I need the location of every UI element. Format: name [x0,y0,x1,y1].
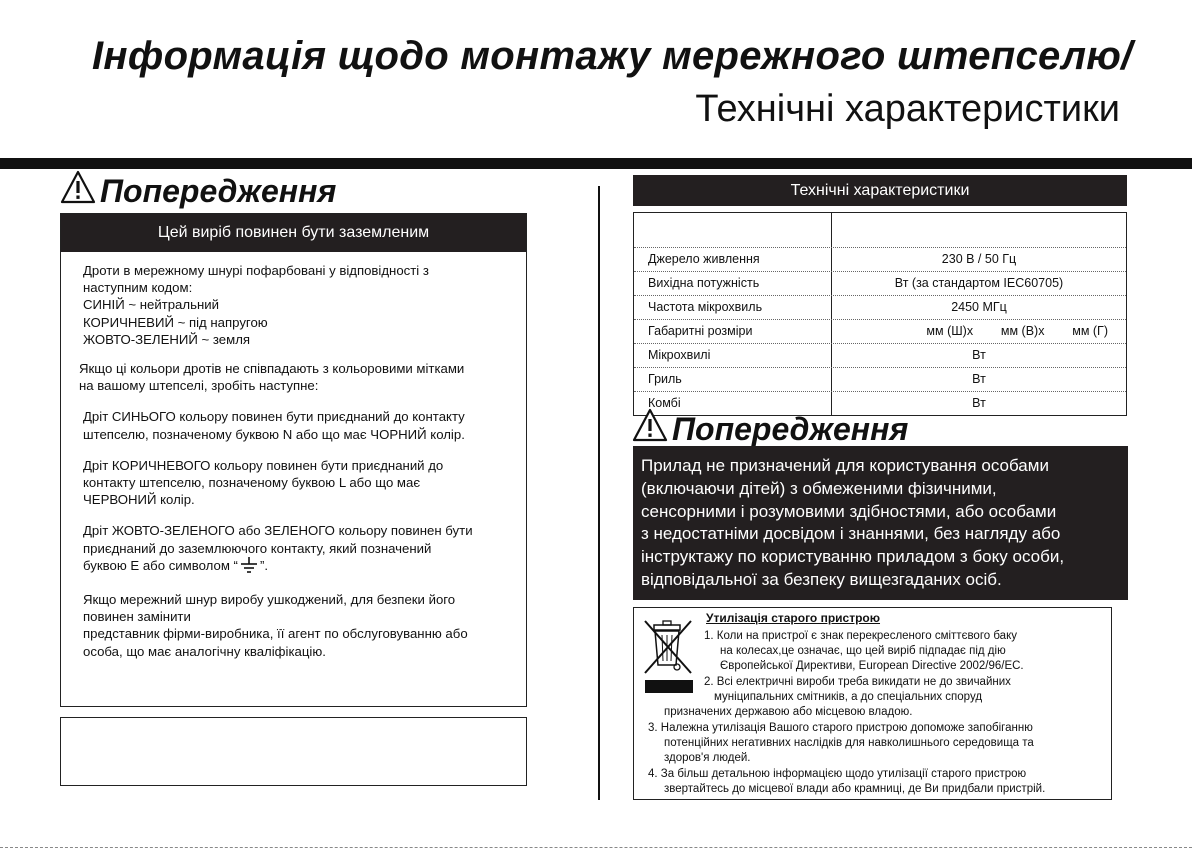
spec-label: Вихідна потужність [634,272,832,295]
text-line: Європейської Директиви, European Directive 2002/96/EC. [720,660,1024,672]
text-line: 3. Належна утилізація Вашого старого пристрою допоможе запобіганню [648,722,1033,734]
spec-label: Джерело живлення [634,248,832,271]
empty-note-box [60,717,527,786]
text-line: штепселю, позначеному буквою N або що має ЧОРНИЙ колір. [83,426,465,442]
text-line: буквою E або символом “ [83,557,238,573]
text-line: особа, що має аналогічну кваліфікацію. [83,643,326,659]
text-line: ”. [259,557,269,573]
text-line: Якщо мережний шнур виробу ушкоджений, для безпеки його [83,592,456,608]
spec-value: мм (Ш)х мм (В)х мм (Г) [926,324,1108,338]
column-divider [598,186,600,800]
table-row [634,319,1126,343]
text-line: СИНІЙ ~ нейтральний [83,297,219,313]
ground-symbol-icon [240,557,258,577]
grounding-box-body [61,252,526,660]
text-line: здоров'я людей. [664,752,751,764]
text-line: повинен замінити [83,609,191,625]
warning-heading-left [60,170,336,212]
table-row [634,295,1126,319]
text-line: КОРИЧНЕВИЙ ~ під напругою [83,314,268,330]
grounding-box-header: Цей виріб повинен бути заземленим [61,214,526,252]
table-row [634,271,1126,295]
text-line: сенсорними і розумовими здібностями, або особами [641,501,1057,521]
green-wire-paragraph [83,522,516,577]
disposal-title: Утилізація старого пристрою [706,611,881,625]
text-line: призначених державою або місцевою владою. [664,706,913,718]
text-line: Дріт СИНЬОГО кольору повинен бути приєднаний до контакту [83,409,465,425]
page-title: Інформація щодо монтажу мережного штепселю/ [92,34,1133,78]
spec-label: Мікрохвилі [634,344,832,367]
text-line: приєднаний до заземлюючого контакту, який позначений [83,540,432,556]
text-line: (включаючи дітей) з обмеженими фізичними, [641,478,997,498]
text-line: потенційних негативних наслідків для навколишнього середовища та [664,737,1034,749]
warning-title: Попередження [100,172,337,209]
text-line: Дріт КОРИЧНЕВОГО кольору повинен бути приєднаний до [83,457,444,473]
warning-triangle-icon [632,408,672,450]
spec-label: Комбі [634,392,832,415]
text-line: Дріт ЖОВТО-ЗЕЛЕНОГО або ЗЕЛЕНОГО кольору повинен бути [83,523,473,539]
text-line: ЧЕРВОНИЙ колір. [83,492,195,508]
crossed-bin-icon [641,615,695,682]
page-bottom-line [0,847,1192,848]
color-code-paragraph [83,262,516,348]
warning-heading-right [632,408,908,450]
header-rule [0,158,1192,169]
spec-value: 230 В / 50 Гц [941,252,1017,266]
table-row [634,247,1126,271]
table-row [634,343,1126,367]
text-line: Прилад не призначений для користування особами [641,456,1049,475]
text-line: 1. Коли на пристрої є знак перекресленого сміттєвого баку [704,630,1017,642]
grounding-info-box [60,213,527,707]
blue-wire-paragraph [83,408,516,442]
spec-label: Габаритні розміри [634,320,832,343]
solid-bar-marker [645,680,693,693]
table-row [634,367,1126,391]
page-subtitle: Технічні характеристики [695,88,1120,130]
usage-warning-box [633,446,1128,600]
text-line: інструктажу по користуванню приладом з боку особи, [641,547,1065,567]
text-line: відповідальної за безпеку вищезгаданих осіб. [641,569,1002,589]
specs-header: Технічні характеристики [633,175,1127,206]
text-line: ЖОВТО-ЗЕЛЕНИЙ ~ земля [83,331,251,347]
text-line: на вашому штепселі, зробіть наступне: [79,378,319,394]
mismatch-paragraph [79,360,516,394]
spec-value: Вт [972,372,986,386]
spec-value: Вт [972,396,986,410]
spec-label: Гриль [634,368,832,391]
text-line: 4. За більш детальною інформацією щодо утилізації старого пристрою [648,768,1027,780]
warning-triangle-icon [60,170,100,212]
damaged-cord-paragraph [83,591,516,660]
brown-wire-paragraph [83,457,516,509]
text-line: 2. Всі електричні вироби треба викидати не до звичайних [704,676,1011,688]
spec-label: Частота мікрохвиль [634,296,832,319]
disposal-info-box [633,607,1112,800]
spec-value: Вт [972,348,986,362]
text-line: на колесах,це означає, що цей виріб підпадає під дію [720,645,1006,657]
text-line: контакту штепселю, позначеному буквою L або що має [83,475,421,491]
text-line: з недостатніми досвідом і знаннями, без нагляду або [641,524,1061,544]
text-line: представник фірми-виробника, її агент по обслуговуванню або [83,626,468,642]
warning-title: Попередження [672,410,909,447]
text-line: Дроти в мережному шнурі пофарбовані у відповідності з [83,263,429,278]
text-line: муніципальних смітників, а до спеціальних споруд [714,691,983,703]
specs-table [633,212,1127,416]
text-line: наступним кодом: [83,280,193,296]
spec-value: 2450 МГц [951,300,1007,314]
text-line: Якщо ці кольори дротів не співпадають з кольоровими мітками [79,361,465,377]
spec-value: Вт (за стандартом IEC60705) [894,276,1064,290]
specs-table-head [634,213,1126,247]
text-line: звертайтесь до місцевої влади або крамниці, де Ви придбали пристрій. [664,783,1046,795]
